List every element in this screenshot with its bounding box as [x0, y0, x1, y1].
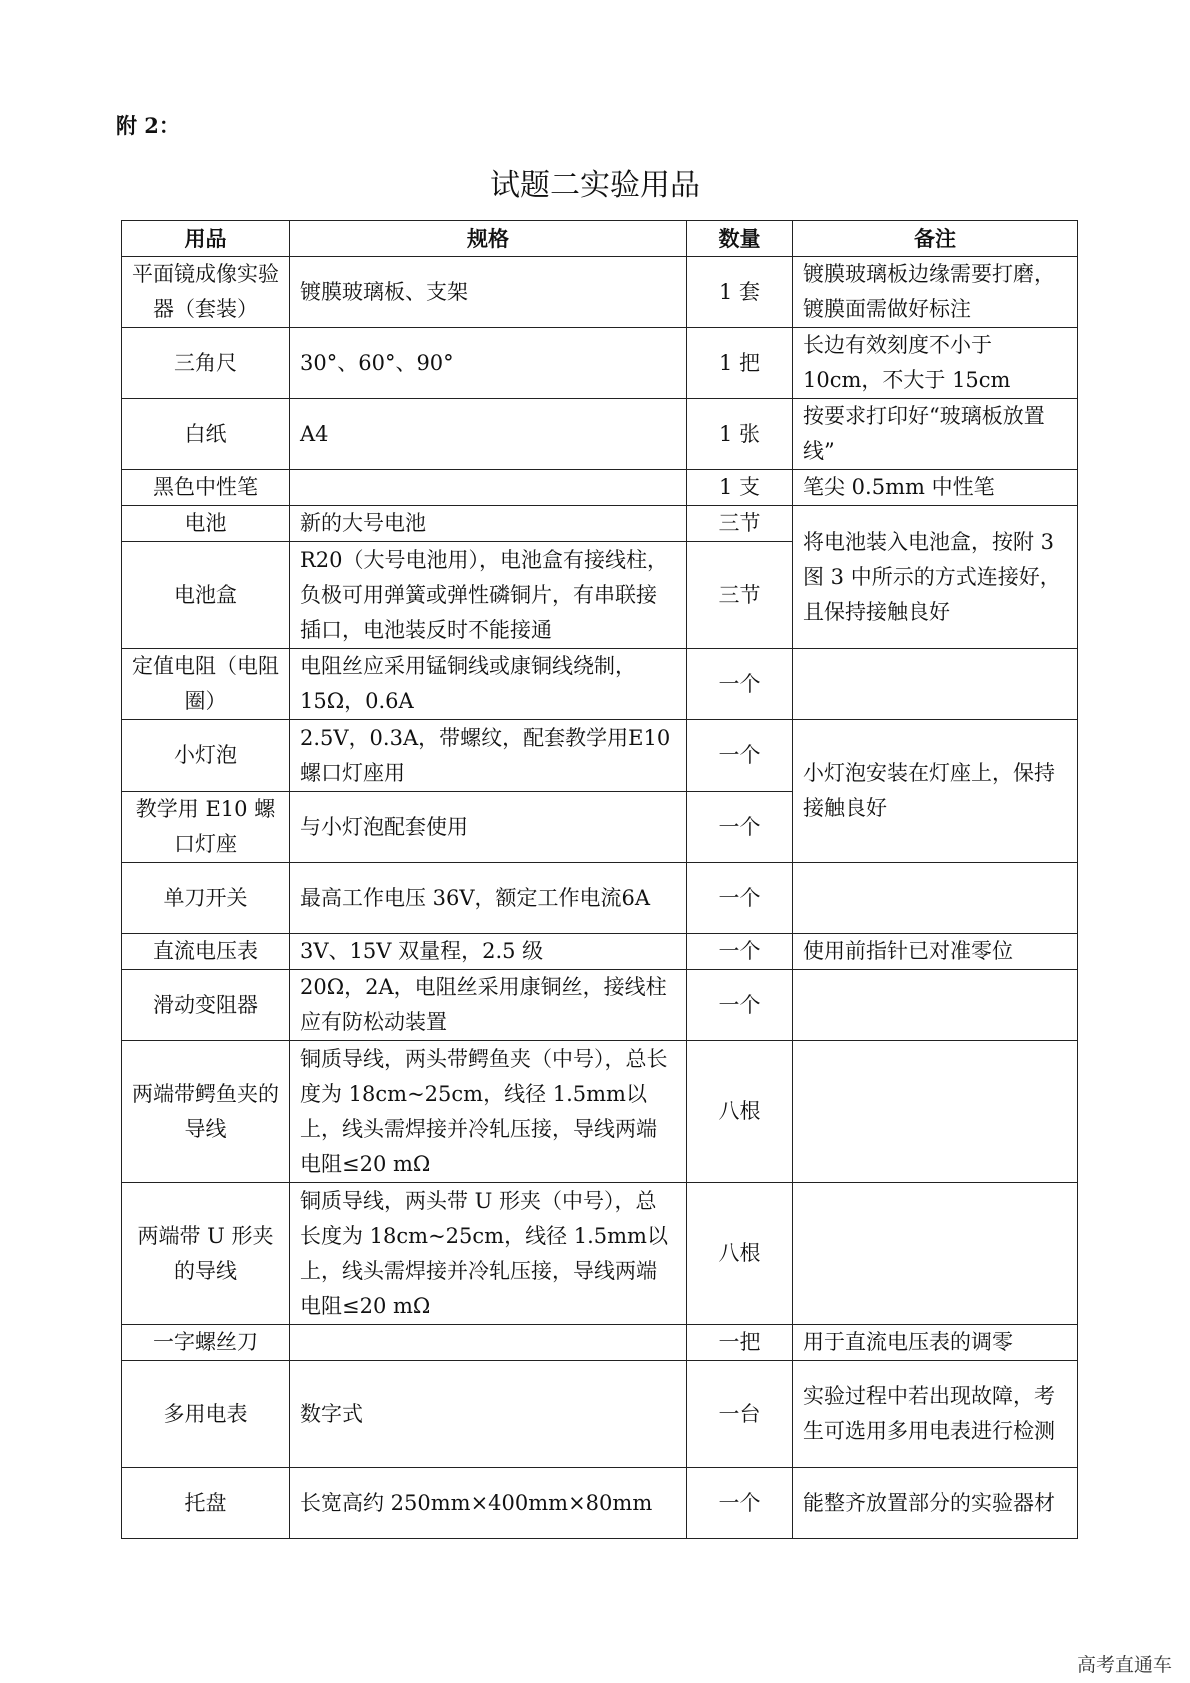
item-spec: 铜质导线，两头带鳄鱼夹（中号），总长度为 18cm~25cm，线径 1.5mm以上，线头需焊接并冷轧压接，导线两端电阻≤20 mΩ: [290, 1041, 687, 1183]
table-header-row: [122, 221, 1078, 257]
item-note: [793, 970, 1078, 1041]
appendix-label: 附 2：: [116, 113, 180, 138]
item-spec: 最高工作电压 36V，额定工作电流6A: [290, 863, 687, 934]
item-spec: R20（大号电池用），电池盒有接线柱，负极可用弹簧或弹性磷铜片，有串联接插口，电池装反时不能接通: [290, 542, 687, 649]
item-qty: 一个: [687, 1468, 793, 1539]
item-note: 镀膜玻璃板边缘需要打磨，镀膜面需做好标注: [793, 257, 1078, 328]
item-qty: 一个: [687, 649, 793, 720]
item-qty: 三节: [687, 542, 793, 649]
item-name: 托盘: [122, 1468, 290, 1539]
item-name: 多用电表: [122, 1361, 290, 1468]
table-row: [122, 506, 1078, 542]
table-row: [122, 399, 1078, 470]
item-spec: 2.5V，0.3A，带螺纹，配套教学用E10 螺口灯座用: [290, 720, 687, 792]
item-qty: 一把: [687, 1325, 793, 1361]
item-name: 平面镜成像实验器（套装）: [122, 257, 290, 328]
item-spec: [290, 470, 687, 506]
item-name: 定值电阻（电阻圈）: [122, 649, 290, 720]
item-spec: [290, 1325, 687, 1361]
item-spec: 数字式: [290, 1361, 687, 1468]
table-row: [122, 863, 1078, 934]
item-spec: 铜质导线，两头带 U 形夹（中号），总长度为 18cm~25cm，线径 1.5mm以上，线头需焊接并冷轧压接，导线两端电阻≤20 mΩ: [290, 1183, 687, 1325]
item-note: 将电池装入电池盒，按附 3 图 3 中所示的方式连接好，且保持接触良好: [793, 506, 1078, 649]
table-row: [122, 649, 1078, 720]
item-note: [793, 1041, 1078, 1183]
item-name: 一字螺丝刀: [122, 1325, 290, 1361]
item-spec: 20Ω，2A，电阻丝采用康铜丝，接线柱应有防松动装置: [290, 970, 687, 1041]
item-qty: 1 套: [687, 257, 793, 328]
header-qty: 数量: [687, 221, 793, 257]
item-name: 黑色中性笔: [122, 470, 290, 506]
item-spec: 3V、15V 双量程，2.5 级: [290, 934, 687, 970]
item-note: 用于直流电压表的调零: [793, 1325, 1078, 1361]
item-name: 三角尺: [122, 328, 290, 399]
header-name: 用品: [122, 221, 290, 257]
table-row: [122, 970, 1078, 1041]
item-note: [793, 863, 1078, 934]
item-note: 笔尖 0.5mm 中性笔: [793, 470, 1078, 506]
item-qty: 三节: [687, 506, 793, 542]
header-note: 备注: [793, 221, 1078, 257]
document-title: 试题二实验用品: [490, 168, 700, 203]
item-qty: 一个: [687, 934, 793, 970]
item-note: 按要求打印好“玻璃板放置线”: [793, 399, 1078, 470]
item-name: 教学用 E10 螺口灯座: [122, 792, 290, 863]
item-name: 白纸: [122, 399, 290, 470]
item-qty: 一个: [687, 970, 793, 1041]
item-name: 电池盒: [122, 542, 290, 649]
item-spec: 新的大号电池: [290, 506, 687, 542]
table-row: [122, 1361, 1078, 1468]
table-row: [122, 470, 1078, 506]
header-spec: 规格: [290, 221, 687, 257]
item-note: [793, 1183, 1078, 1325]
item-qty: 1 张: [687, 399, 793, 470]
item-qty: 一个: [687, 720, 793, 792]
table-row: [122, 1183, 1078, 1325]
item-qty: 一台: [687, 1361, 793, 1468]
item-spec: 镀膜玻璃板、支架: [290, 257, 687, 328]
item-qty: 一个: [687, 792, 793, 863]
item-note: 长边有效刻度不小于10cm，不大于 15cm: [793, 328, 1078, 399]
item-qty: 一个: [687, 863, 793, 934]
item-qty: 1 支: [687, 470, 793, 506]
table-row: [122, 720, 1078, 792]
item-spec: 长宽高约 250mm×400mm×80mm: [290, 1468, 687, 1539]
item-note: 使用前指针已对准零位: [793, 934, 1078, 970]
table-row: [122, 328, 1078, 399]
item-name: 单刀开关: [122, 863, 290, 934]
item-note: 能整齐放置部分的实验器材: [793, 1468, 1078, 1539]
item-qty: 八根: [687, 1041, 793, 1183]
item-qty: 八根: [687, 1183, 793, 1325]
item-spec: 与小灯泡配套使用: [290, 792, 687, 863]
item-name: 两端带 U 形夹的导线: [122, 1183, 290, 1325]
item-spec: A4: [290, 399, 687, 470]
item-name: 电池: [122, 506, 290, 542]
item-name: 小灯泡: [122, 720, 290, 792]
item-note: [793, 649, 1078, 720]
item-note: 实验过程中若出现故障，考生可选用多用电表进行检测: [793, 1361, 1078, 1468]
table-row: [122, 1468, 1078, 1539]
item-spec: 30°、60°、90°: [290, 328, 687, 399]
equipment-table: [121, 220, 1078, 1539]
table-row: [122, 1041, 1078, 1183]
item-name: 滑动变阻器: [122, 970, 290, 1041]
item-name: 直流电压表: [122, 934, 290, 970]
table-row: [122, 257, 1078, 328]
item-name: 两端带鳄鱼夹的导线: [122, 1041, 290, 1183]
watermark-footer: 高考直通车: [1076, 1654, 1172, 1676]
table-row: [122, 1325, 1078, 1361]
table-row: [122, 934, 1078, 970]
item-spec: 电阻丝应采用锰铜线或康铜线绕制，15Ω，0.6A: [290, 649, 687, 720]
item-note: 小灯泡安装在灯座上，保持接触良好: [793, 720, 1078, 863]
item-qty: 1 把: [687, 328, 793, 399]
